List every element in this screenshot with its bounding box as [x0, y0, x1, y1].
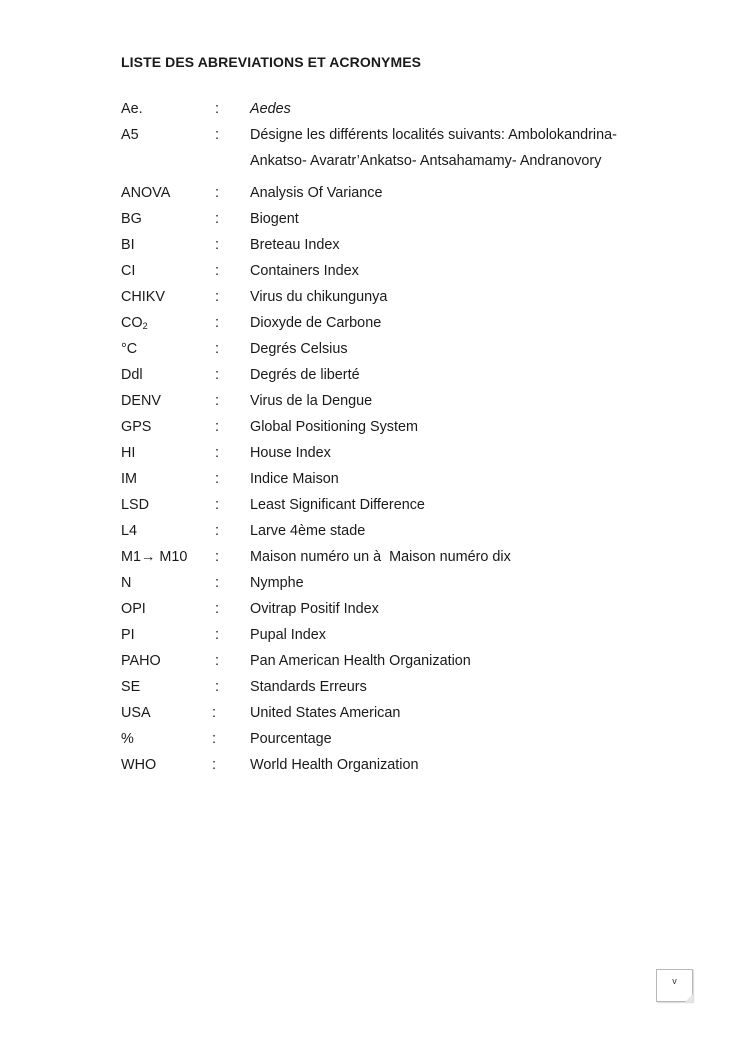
abbr-definition: House Index — [250, 445, 331, 461]
abbr-definition: Nymphe — [250, 575, 304, 591]
abbr-term-subscript: 2 — [142, 321, 148, 331]
abbr-term: OPI — [121, 601, 146, 617]
abbr-separator: : — [215, 601, 219, 617]
abbr-term: L4 — [121, 523, 138, 539]
abbr-definition: Degrés Celsius — [250, 341, 348, 357]
abbr-definition-line-1: Désigne les différents localités suivants: Ambolokandrina- — [250, 127, 617, 143]
abbr-separator: : — [215, 315, 219, 331]
abbr-term: % — [121, 731, 134, 747]
abbr-definition: Containers Index — [250, 263, 359, 279]
abbr-term: ANOVA — [121, 185, 171, 201]
abbr-row-ae — [121, 96, 661, 122]
page-number-box — [656, 969, 693, 1002]
abbr-separator: : — [212, 731, 216, 747]
abbr-separator: : — [215, 341, 219, 357]
abbr-row-gps — [121, 414, 661, 440]
abbr-term: HI — [121, 445, 136, 461]
abbr-row-n — [121, 570, 661, 596]
page-title: LISTE DES ABREVIATIONS ET ACRONYMES — [121, 54, 422, 70]
abbr-definition-line-2: Ankatso- Avaratr’Ankatso- Antsahamamy- Andranovory — [250, 153, 602, 169]
abbr-row-hi — [121, 440, 661, 466]
abbr-term: Ddl — [121, 367, 143, 383]
abbr-term: PAHO — [121, 653, 161, 669]
abbr-row-usa — [121, 700, 661, 726]
abbr-separator: : — [215, 445, 219, 461]
abbr-term: °C — [121, 341, 138, 357]
abbr-definition: Pourcentage — [250, 731, 332, 747]
abbr-row-paho — [121, 648, 661, 674]
abbr-definition: Pan American Health Organization — [250, 653, 471, 669]
abbr-row-a5 — [121, 122, 661, 180]
abbr-row-ci — [121, 258, 661, 284]
abbr-term — [121, 310, 148, 339]
abbr-term: GPS — [121, 419, 152, 435]
abbr-separator: : — [215, 393, 219, 409]
abbr-term: PI — [121, 627, 135, 643]
abbr-definition: Breteau Index — [250, 237, 340, 253]
abbr-term: WHO — [121, 757, 157, 773]
abbr-term: USA — [121, 705, 151, 721]
abbr-row-chikv — [121, 284, 661, 310]
abbr-separator: : — [215, 497, 219, 513]
abbr-definition: Standards Erreurs — [250, 679, 367, 695]
abbr-term: A5 — [121, 127, 139, 143]
abbr-row-anova — [121, 180, 661, 206]
abbr-row-co2 — [121, 310, 661, 336]
abbr-term: BG — [121, 211, 142, 227]
abbr-separator: : — [215, 575, 219, 591]
abbr-separator: : — [215, 627, 219, 643]
abbr-definition: Least Significant Difference — [250, 497, 425, 513]
abbr-row-bi — [121, 232, 661, 258]
abbr-row-im — [121, 466, 661, 492]
abbr-definition: Larve 4ème stade — [250, 523, 366, 539]
abbr-separator: : — [215, 523, 219, 539]
abbr-row-denv — [121, 388, 661, 414]
abbr-definition: Dioxyde de Carbone — [250, 315, 382, 331]
abbr-definition: Maison numéro un à Maison numéro dix — [250, 549, 511, 565]
abbr-row-opi — [121, 596, 661, 622]
abbr-separator: : — [215, 367, 219, 383]
abbr-definition — [250, 122, 650, 174]
abbr-row-m1m10 — [121, 544, 661, 570]
abbr-row-who — [121, 752, 661, 778]
abbr-row-lsd — [121, 492, 661, 518]
abbr-separator: : — [215, 679, 219, 695]
abbr-definition: Indice Maison — [250, 471, 339, 487]
abbr-definition: Virus de la Dengue — [250, 393, 373, 409]
abbr-separator: : — [215, 237, 219, 253]
abbr-term: DENV — [121, 393, 161, 409]
abbr-separator: : — [215, 211, 219, 227]
abbr-row-celsius — [121, 336, 661, 362]
abbr-term: CI — [121, 263, 136, 279]
abbr-separator: : — [215, 263, 219, 279]
abbr-row-ddl — [121, 362, 661, 388]
abbr-term: M1→ M10 — [121, 549, 188, 565]
abbr-definition: Virus du chikungunya — [250, 289, 388, 305]
abbr-separator: : — [212, 757, 216, 773]
abbr-separator: : — [215, 127, 219, 143]
abbr-term: IM — [121, 471, 137, 487]
abbr-separator: : — [215, 289, 219, 305]
abbr-separator: : — [215, 549, 219, 565]
abbr-separator: : — [215, 185, 219, 201]
abbr-term: Ae. — [121, 101, 143, 117]
abbr-row-bg — [121, 206, 661, 232]
abbr-term: SE — [121, 679, 141, 695]
abbr-separator: : — [215, 471, 219, 487]
abbr-definition: Global Positioning System — [250, 419, 418, 435]
abbr-term: CHIKV — [121, 289, 165, 305]
abbr-definition: Pupal Index — [250, 627, 327, 643]
abbr-definition: Ovitrap Positif Index — [250, 601, 379, 617]
abbr-definition: Analysis Of Variance — [250, 185, 383, 201]
abbr-separator: : — [212, 705, 216, 721]
page-corner-fold — [685, 994, 693, 1002]
abbreviation-list — [121, 96, 661, 778]
abbr-definition: United States American — [250, 705, 401, 721]
abbr-definition: Degrés de liberté — [250, 367, 360, 383]
abbr-term: LSD — [121, 497, 149, 513]
abbr-definition: Aedes — [250, 101, 291, 117]
abbr-row-pi — [121, 622, 661, 648]
abbr-row-se — [121, 674, 661, 700]
abbr-row-l4 — [121, 518, 661, 544]
page-number: v — [672, 976, 677, 986]
abbr-term: BI — [121, 237, 135, 253]
abbr-definition: Biogent — [250, 211, 299, 227]
abbr-definition: World Health Organization — [250, 757, 419, 773]
abbr-term-base: CO — [121, 315, 143, 331]
abbr-separator: : — [215, 101, 219, 117]
abbr-separator: : — [215, 653, 219, 669]
abbr-term: N — [121, 575, 132, 591]
abbr-separator: : — [215, 419, 219, 435]
abbr-row-percent — [121, 726, 661, 752]
